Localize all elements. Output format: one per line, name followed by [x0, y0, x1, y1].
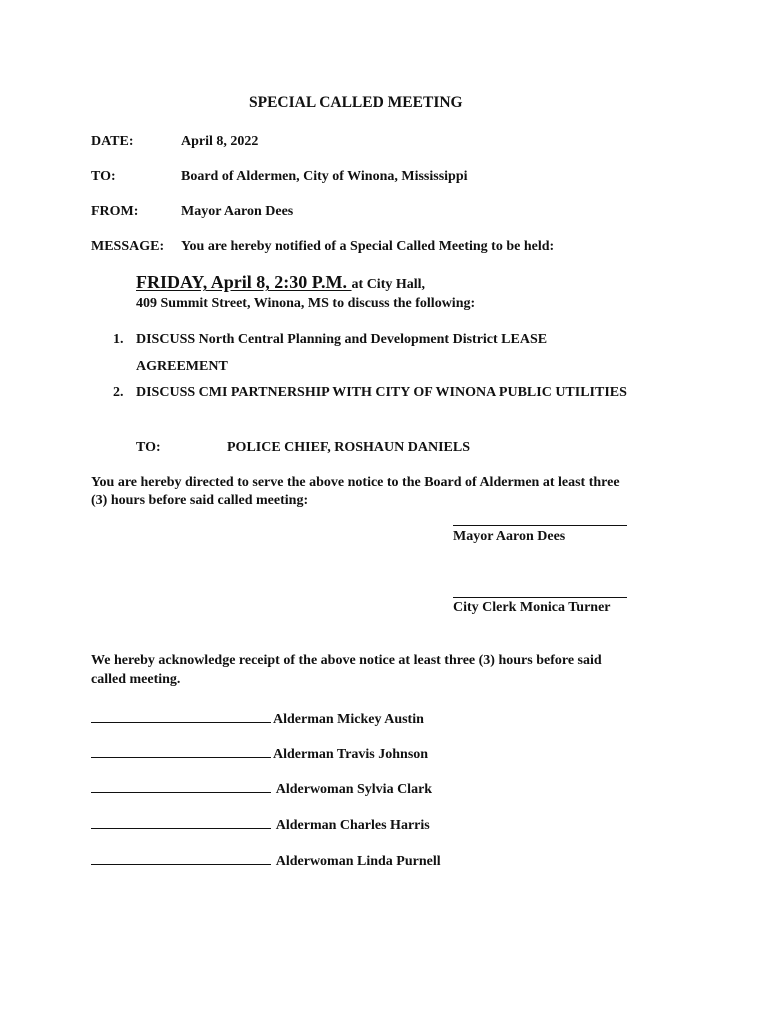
date-value: April 8, 2022	[181, 134, 259, 149]
to-value: Board of Aldermen, City of Winona, Mississippi	[181, 169, 468, 184]
alderman-signature-row	[91, 778, 432, 798]
document-title: SPECIAL CALLED MEETING	[249, 94, 463, 111]
from-label: FROM:	[91, 204, 139, 219]
alderman-signature-line[interactable]	[91, 850, 271, 865]
alderman-signature-line[interactable]	[91, 778, 271, 793]
alderman-name: Alderman Travis Johnson	[273, 747, 429, 762]
to-label: TO:	[91, 169, 116, 184]
directive-text: You are hereby directed to serve the above notice to the Board of Aldermen at least three	[91, 475, 620, 490]
from-value: Mayor Aaron Dees	[181, 204, 294, 219]
date-label: DATE:	[91, 134, 134, 149]
alderman-signature-row	[91, 850, 441, 870]
alderman-name: Alderwoman Sylvia Clark	[273, 782, 433, 797]
acknowledgment-text: We hereby acknowledge receipt of the above notice at least three (3) hours before said	[91, 653, 602, 668]
alderman-signature-row	[91, 814, 430, 834]
service-to-label: TO:	[136, 440, 161, 455]
meeting-time-place	[136, 272, 425, 293]
meeting-where: at City Hall,	[351, 277, 426, 292]
alderman-name: Alderwoman Linda Purnell	[273, 854, 441, 869]
clerk-signature-line[interactable]	[453, 597, 627, 598]
alderman-signature-line[interactable]	[91, 814, 271, 829]
alderman-signature-line[interactable]	[91, 743, 271, 758]
message-value: You are hereby notified of a Special Called Meeting to be held:	[181, 239, 555, 254]
alderman-name: Alderman Mickey Austin	[273, 712, 424, 727]
agenda-item-text-continued: AGREEMENT	[136, 359, 228, 374]
alderman-signature-line[interactable]	[91, 708, 271, 723]
agenda-item-text: DISCUSS CMI PARTNERSHIP WITH CITY OF WINONA PUBLIC UTILITIES	[136, 385, 627, 400]
message-label: MESSAGE:	[91, 239, 165, 254]
mayor-signature-name: Mayor Aaron Dees	[453, 529, 566, 544]
alderman-signature-row	[91, 743, 428, 763]
agenda-item-text: DISCUSS North Central Planning and Development District LEASE	[136, 332, 548, 347]
clerk-signature-name: City Clerk Monica Turner	[453, 600, 611, 615]
alderman-signature-row	[91, 708, 424, 728]
acknowledgment-text-continued: called meeting.	[91, 672, 181, 687]
alderman-name: Alderman Charles Harris	[273, 818, 430, 833]
agenda-item-number: 2.	[113, 385, 124, 400]
meeting-address: 409 Summit Street, Winona, MS to discuss the following:	[136, 296, 476, 311]
meeting-when: FRIDAY, April 8, 2:30 P.M.	[136, 272, 352, 292]
mayor-signature-line[interactable]	[453, 525, 627, 526]
agenda-item-number: 1.	[113, 332, 124, 347]
directive-text-continued: (3) hours before said called meeting:	[91, 493, 309, 508]
service-to-value: POLICE CHIEF, ROSHAUN DANIELS	[227, 440, 470, 455]
